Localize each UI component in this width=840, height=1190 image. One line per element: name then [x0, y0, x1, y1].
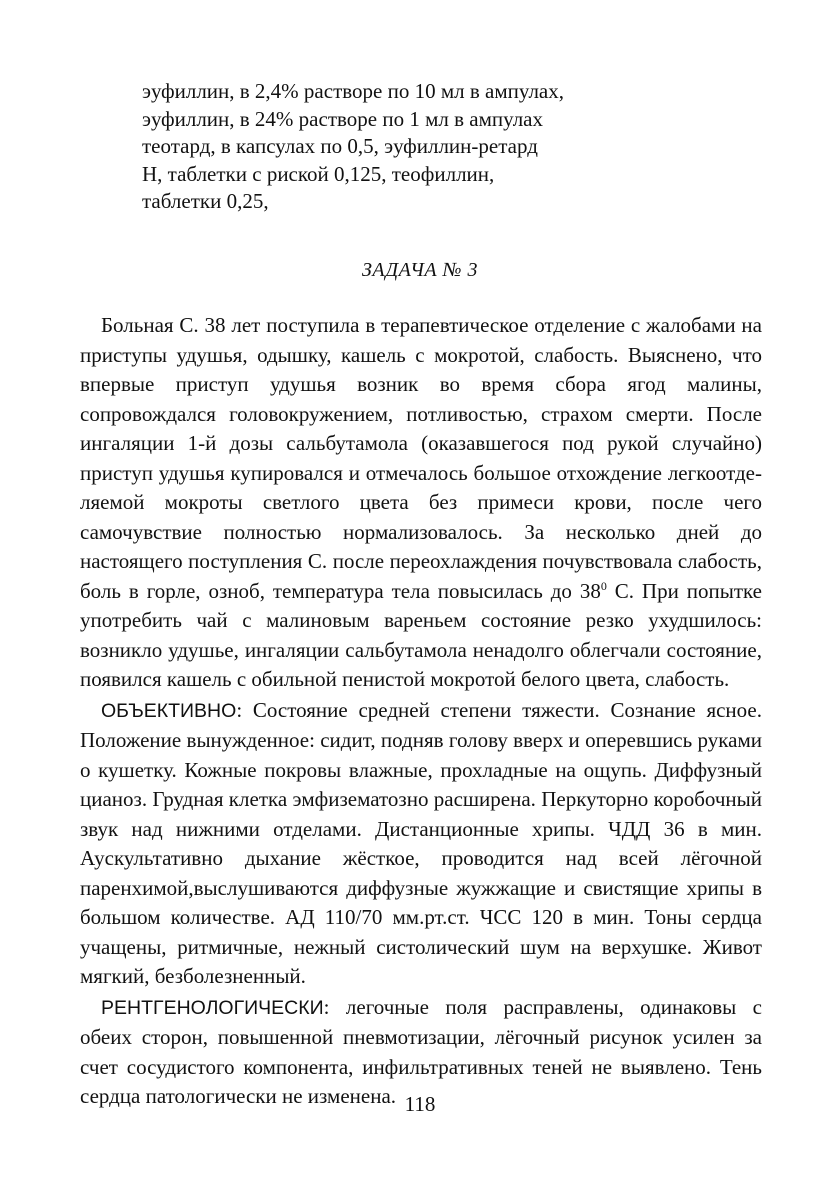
radiology-text: : легочные поля расправлены, одинаковы с обеих сторон, повышенной пневмотизации, лёгочный рисунок усилен за счет сосудистого компонента, инфильтративных теней не выявлено. Тень сердца патологически не изменена.: [80, 994, 762, 1108]
complaints-text-end: С. При попытке употребить чай с малиновым вареньем состояние резко ухудшилось: возникло удушье, ингаляции сальбутамола ненадолго облегчали состояние, появился кашель с обильной пенистой мокротой белого цвета, слабость.: [80, 578, 762, 691]
task-title: ЗАДАЧА № 3: [362, 259, 478, 281]
objective-heading: ОБЪЕКТИВНО: [101, 699, 237, 722]
drug-list-item: теотард, в капсулах по 0,5, эуфиллин-ретард: [142, 134, 538, 158]
complaints-text: Больная С. 38 лет поступила в терапевтическое отделение с жалобами на приступы удушья, одышку, кашель с мокротой, слабость. Выяснено, что впервые приступ удушья возник во время сбора ягод малины, сопровождался головокружением, потливостью, страхом смерти. После ингаляции 1-й дозы сальбутамола (оказавшегося под рукой случайно) приступ удушья купировался и отмечалось большое отхождение легкоотде-ляемой мокроты светлого цвета без примеси крови, после чего самочувствие полностью нормализовалось. За несколько дней до настоящего поступления С. после переохлаждения почувствовала слабость, боль в горле, озноб, температура тела повысилась до 38: [80, 313, 762, 603]
radiology-heading: РЕНТГЕНОЛОГИЧЕСКИ: [101, 996, 324, 1019]
drug-list-item: эуфиллин, в 2,4% растворе по 10 мл в ампулах,: [142, 79, 564, 103]
drug-list-item: таблетки 0,25,: [142, 189, 269, 213]
case-description: [80, 311, 762, 1112]
page-number: 118: [404, 1092, 436, 1116]
drug-list-item: эуфиллин, в 24% растворе по 1 мл в ампулах: [142, 106, 543, 131]
complaints-paragraph: [80, 311, 762, 695]
objective-text: : Состояние средней степени тяжести. Сознание ясное. Положение вынужденное: сидит, подняв голову вверх и оперевшись руками о кушетку. Кожные покровы влажные, прохладные на ощупь. Диффузный цианоз. Грудная клетка эмфизематозно расширена. Перкуторно коробочный звук над нижними отделами. Дистанционные хрипы. ЧДД 36 в мин. Аускультативно дыхание жёсткое, проводится над всей лёгочной паренхимой,выслушиваются диффузные жужжащие и свистящие хрипы в большом количестве. АД 110/70 мм.рт.ст. ЧСС 120 в мин. Тоны сердца учащены, ритмичные, нежный систолический шум на верхушке. Живот мягкий, безболезненный.: [80, 697, 762, 988]
drug-list-item: Н, таблетки с риской 0,125, теофиллин,: [142, 161, 495, 186]
temperature-degree: 0: [600, 578, 607, 593]
drug-list: [142, 78, 702, 216]
objective-paragraph: [80, 696, 762, 992]
